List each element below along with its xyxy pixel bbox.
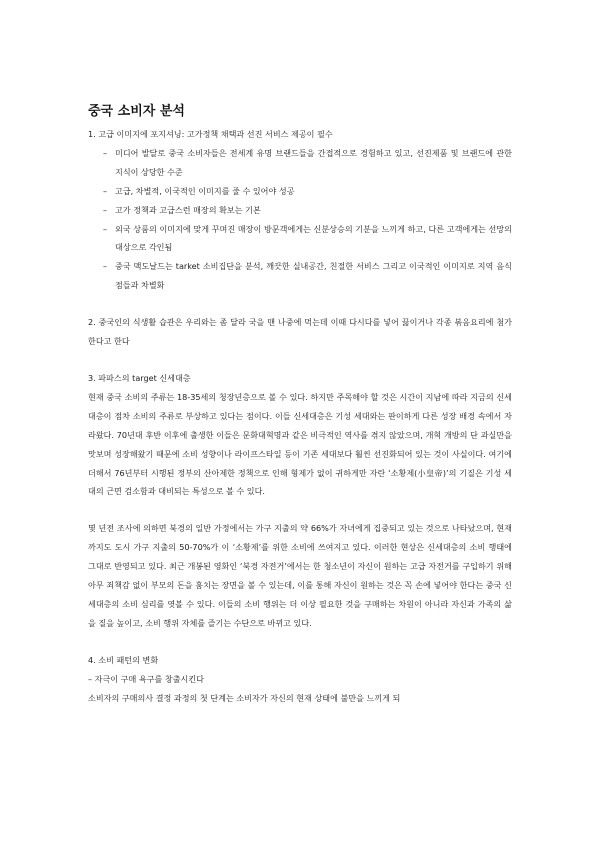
section-3-heading: 3. 파파스의 target 신세대층: [88, 372, 191, 383]
section-4-paragraph-1: 소비자의 구매의사 결정 과정의 첫 단계는 소비자가 자신의 현재 상태에 불만을 느끼게 되: [88, 692, 401, 703]
dash-marker: –: [103, 223, 108, 234]
bullet-item: – 외국 상품의 이미지에 맞게 꾸며진 매장이 방문객에게는 신분상승의 기분을 느끼게 하고, 다른 고객에게는 선망의 대상으로 각인됨: [88, 220, 512, 258]
dash-marker: –: [103, 185, 108, 196]
bullet-item: – 미디어 발달로 중국 소비자들은 전세계 유명 브랜드들을 간접적으로 경험하고 있고, 선진제품 및 브랜드에 관한 지식이 상당한 수준: [88, 144, 512, 182]
section-4-subheading: – 자극이 구매 욕구를 창출시킨다: [88, 673, 204, 684]
bullet-item: – 중국 맥도날드는 tarket 소비집단을 분석, 깨끗한 실내공간, 친절한 서비스 그리고 이국적인 이미지로 지역 음식점들과 차별화: [88, 257, 512, 295]
dash-marker: –: [103, 261, 108, 272]
dash-marker: –: [103, 147, 108, 158]
bullet-item: – 고가 정책과 고급스런 매장의 확보는 기본: [88, 201, 512, 220]
document-title: 중국 소비자 분석: [88, 104, 185, 119]
dash-marker: –: [103, 204, 108, 215]
section-1-heading: 1. 고급 이미지에 포지셔닝: 고가정책 채택과 선진 서비스 제공이 필수: [88, 129, 333, 139]
section-3-paragraph-2: 몇 년전 조사에 의하면 북경의 일반 가정에서는 가구 지출의 약 66%가 자녀에게 집중되고 있는 것으로 나타났으며, 현재까지도 도시 가구 지출의 50-70%가 이 ‘소황제’를 위한 소비에 쓰여지고 있다. 이러한 현상은 신세대층의 소비 행태에 그대로 반영되고 있다. 최근 개봉된 영화인 ‘북경 자전거’에서는 한 청소년이 자신이 원하는 고급 자전거를 구입하기 위해 아무 죄책감 없이 부모의 돈을 훔치는 장면을 볼 수 있는데, 이를 통해 자신이 원하는 것은 꼭 손에 넣어야 한다는 중국 신세대층의 소비 심리를 엿볼 수 있다. 이들의 소비 행위는 더 이상 필요한 것을 구매하는 차원이 아니라 자신과 가족의 삶을 질을 높이고, 소비 행위 자체를 즐기는 수단으로 바뀌고 있다.: [88, 523, 512, 628]
section-2-paragraph: 2. 중국인의 식생활 습관은 우리와는 좀 달라 국을 맨 나중에 먹는데 이때 다시다를 넣어 끓이거나 각종 볶음요리에 첨가한다고 한다: [88, 317, 512, 347]
section-3-paragraph-1: 현재 중국 소비의 주류는 18-35세의 청장년층으로 볼 수 있다. 하지만 주목해야 할 것은 시간이 지남에 따라 지금의 신세대층이 점차 소비의 주류로 부상하고 있다는 점이다. 이들 신세대층은 기성 세대와는 판이하게 다른 성장 배경 속에서 자라왔다. 70년대 후반 이후에 출생한 이들은 문화대혁명과 같은 비극적인 역사를 겪지 않았으며, 개혁 개방의 단 과실만을 맛보며 성장해왔기 때문에 소비 성향이나 라이프스타일 등이 기존 세대보다 훨씬 선진화되어 있는 것이 사실이다. 여기에 더해서 76년부터 시행된 정부의 산아제한 정책으로 인해 형제가 없이 귀하게만 자란 ‘소황제(小皇帝)’의 기질은 기성 세대의 근면 검소함과 대비되는 특성으로 볼 수 있다.: [88, 391, 512, 497]
section-1-bullets: [88, 144, 512, 295]
section-4-heading: 4. 소비 패턴의 변화: [88, 654, 159, 665]
bullet-item: – 고급, 차별적, 이국적인 이미지를 줄 수 있어야 성공: [88, 182, 512, 201]
document-page: [88, 104, 512, 707]
